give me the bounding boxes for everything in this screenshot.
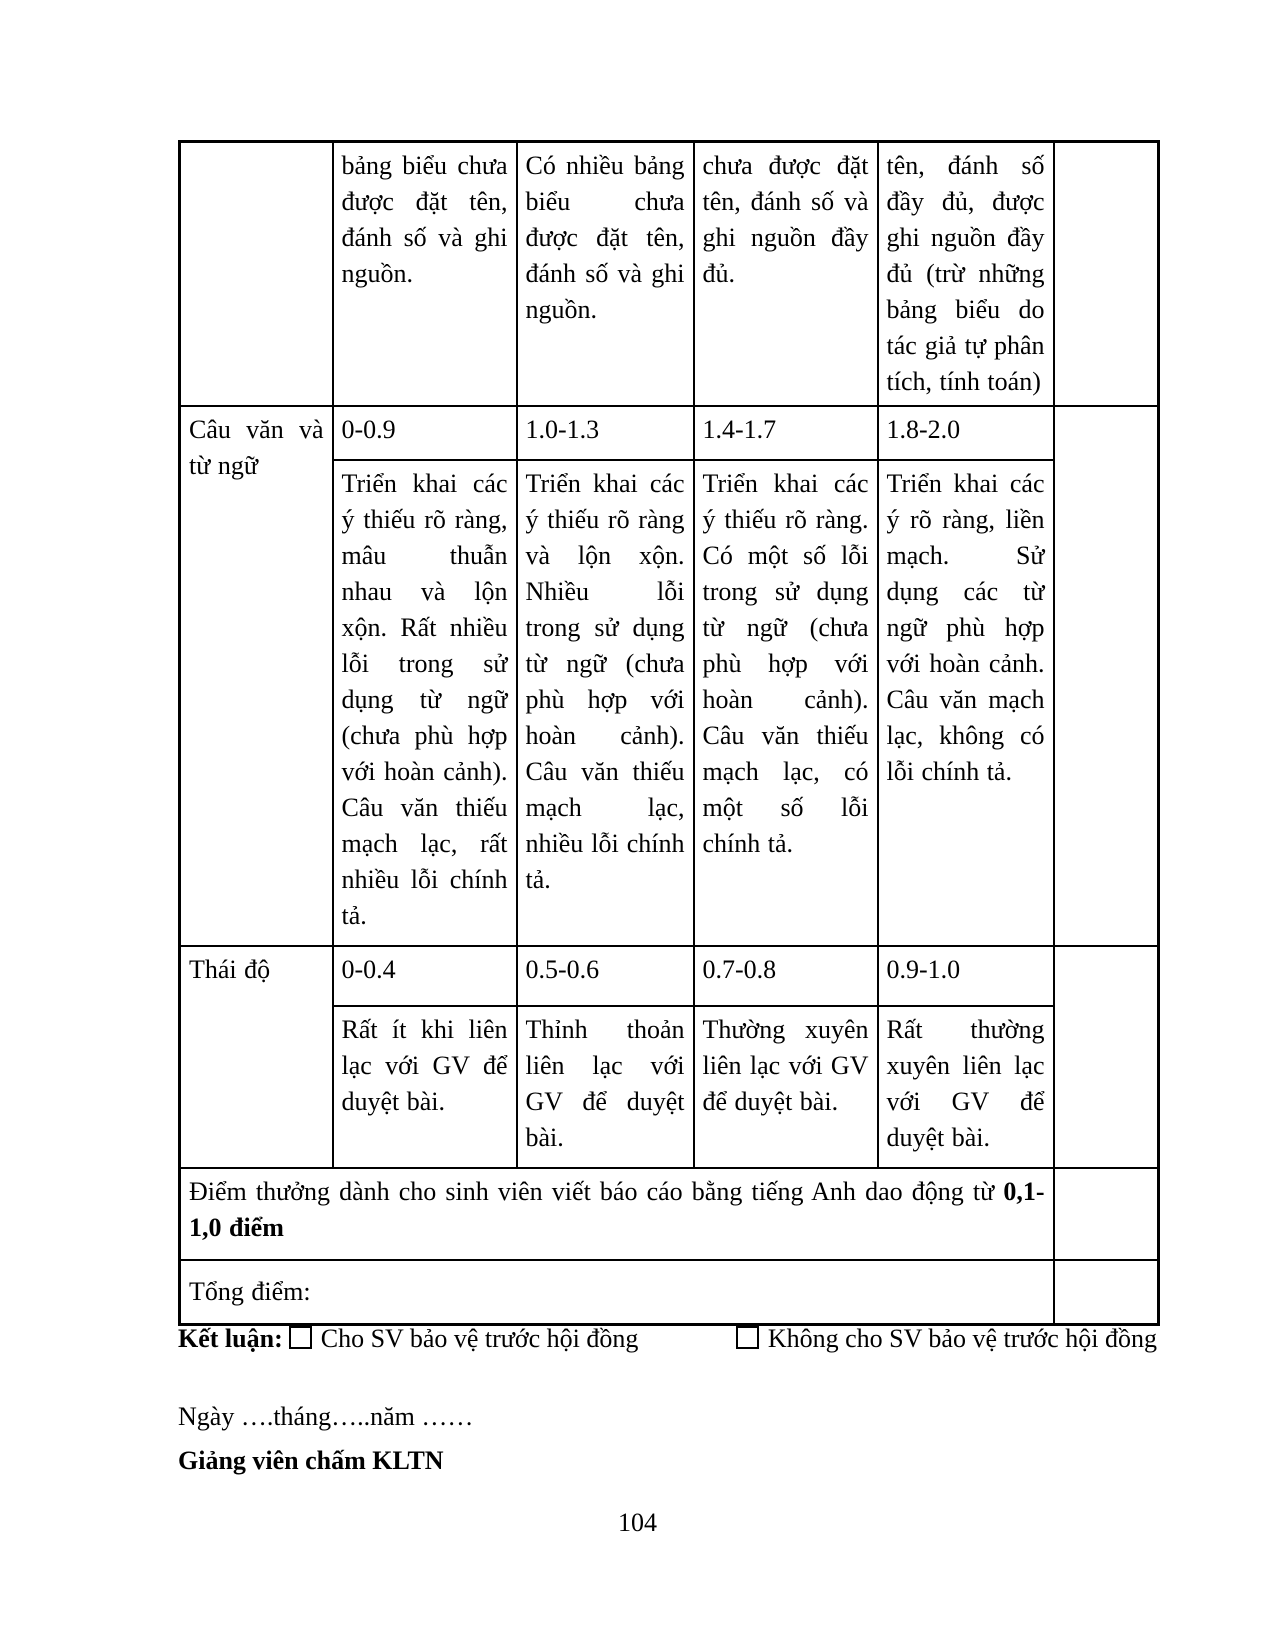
conclusion-option-allow-label: Cho SV bảo vệ trước hội đồng	[320, 1324, 639, 1353]
score-range-header: 0.7-0.8	[694, 946, 878, 1006]
description-cell: bảng biểu chưa được đặt tên, đánh số và ghi nguồn.	[333, 142, 517, 407]
score-range-header: 1.8-2.0	[878, 406, 1054, 460]
description-cell: Thường xuyên liên lạc với GV để duyệt bài.	[694, 1006, 878, 1168]
score-input-cell	[1054, 406, 1159, 946]
description-cell: Triển khai các ý thiếu rõ ràng. Có một số lỗi trong sử dụng từ ngữ (chưa phù hợp với hoàn cảnh). Câu văn thiếu mạch lạc, có một số lỗi chính tả.	[694, 460, 878, 946]
total-score-input-cell	[1054, 1260, 1159, 1324]
table-row	[180, 142, 1159, 407]
bonus-points-text: Điểm thưởng dành cho sinh viên viết báo cáo bằng tiếng Anh dao động từ	[189, 1177, 1004, 1206]
score-input-cell	[1054, 142, 1159, 407]
bonus-points-cell	[180, 1168, 1054, 1260]
signer-title: Giảng viên chấm KLTN	[178, 1446, 444, 1475]
score-input-cell	[1054, 946, 1159, 1168]
criterion-cell-empty	[180, 142, 333, 407]
page-number: 104	[618, 1508, 657, 1537]
description-cell: Triển khai các ý thiếu rõ ràng và lộn xộn. Nhiều lỗi trong sử dụng từ ngữ (chưa phù hợp với hoàn cảnh). Câu văn thiếu mạch lạc, nhiều lỗi chính tả.	[517, 460, 694, 946]
criterion-cell-cau-van-va-tu-ngu: Câu văn và từ ngữ	[180, 406, 333, 946]
checkbox-deny-defense[interactable]	[736, 1326, 759, 1349]
description-cell: tên, đánh số đầy đủ, được ghi nguồn đầy đủ (trừ những bảng biểu do tác giả tự phân tích, tính toán)	[878, 142, 1054, 407]
score-range-header: 1.4-1.7	[694, 406, 878, 460]
score-range-header: 1.0-1.3	[517, 406, 694, 460]
checkbox-allow-defense[interactable]	[289, 1326, 312, 1349]
table-row	[180, 946, 1159, 1006]
conclusion-label: Kết luận:	[178, 1324, 283, 1353]
description-cell: Thỉnh thoản liên lạc với GV để duyệt bài.	[517, 1006, 694, 1168]
grading-rubric-table	[178, 140, 1160, 1326]
bonus-points-range: 0,1-1,0 điểm	[189, 1177, 1045, 1242]
description-cell: chưa được đặt tên, đánh số và ghi nguồn đầy đủ.	[694, 142, 878, 407]
date-line: Ngày ….tháng…..năm ……	[178, 1402, 474, 1431]
description-cell: Triển khai các ý rõ ràng, liền mạch. Sử dụng các từ ngữ phù hợp với hoàn cảnh. Câu văn mạch lạc, không có lỗi chính tả.	[878, 460, 1054, 946]
score-range-header: 0-0.4	[333, 946, 517, 1006]
table-row	[180, 1260, 1159, 1324]
description-cell: Rất ít khi liên lạc với GV để duyệt bài.	[333, 1006, 517, 1168]
score-range-header: 0.9-1.0	[878, 946, 1054, 1006]
description-cell: Rất thường xuyên liên lạc với GV để duyệt bài.	[878, 1006, 1054, 1168]
conclusion-option-deny-label: Không cho SV bảo vệ trước hội đồng	[767, 1324, 1157, 1353]
description-cell: Triển khai các ý thiếu rõ ràng, mâu thuẫn nhau và lộn xộn. Rất nhiều lỗi trong sử dụng từ ngữ (chưa phù hợp với hoàn cảnh). Câu văn thiếu mạch lạc, rất nhiều lỗi chính tả.	[333, 460, 517, 946]
score-range-header: 0.5-0.6	[517, 946, 694, 1006]
description-cell: Có nhiều bảng biểu chưa được đặt tên, đánh số và ghi nguồn.	[517, 142, 694, 407]
conclusion-option-deny	[736, 1322, 1157, 1356]
score-range-header: 0-0.9	[333, 406, 517, 460]
conclusion-option-allow	[178, 1322, 638, 1356]
table-row	[180, 406, 1159, 460]
score-input-cell	[1054, 1168, 1159, 1260]
criterion-cell-thai-do: Thái độ	[180, 946, 333, 1168]
total-score-label: Tổng điểm:	[180, 1260, 1054, 1324]
table-row	[180, 1168, 1159, 1260]
conclusion-line	[178, 1322, 1157, 1356]
